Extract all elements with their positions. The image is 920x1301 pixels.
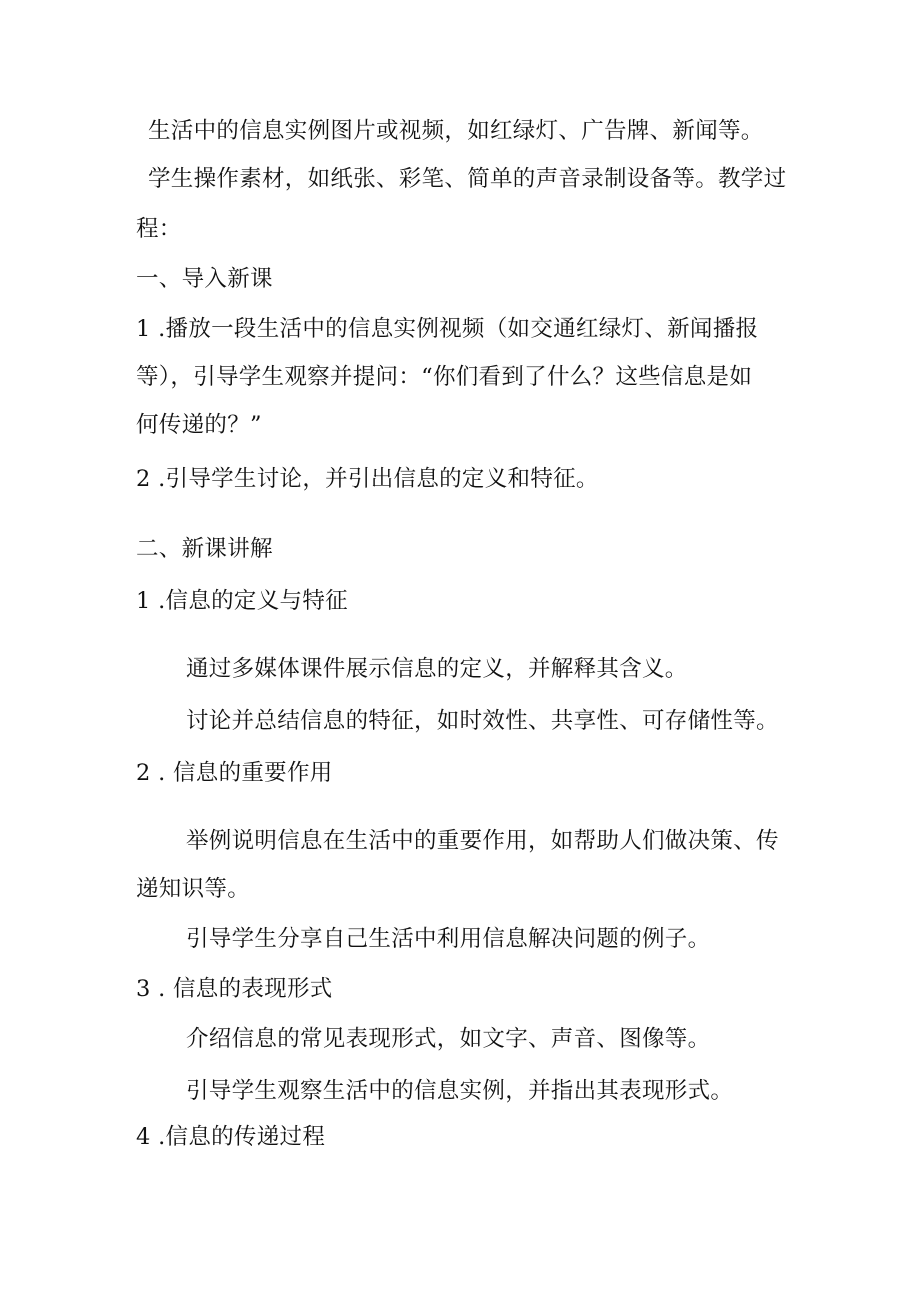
subsection-title-3: 3 . 信息的表现形式	[136, 976, 333, 1002]
materials-line-1: 生活中的信息实例图片或视频，如红绿灯、广告牌、新闻等。	[148, 118, 764, 144]
intro-item-1-line-3: 何传递的？”	[136, 412, 262, 438]
section-heading-new-lesson: 二、新课讲解	[136, 536, 273, 562]
section-heading-intro: 一、导入新课	[136, 266, 273, 292]
subsection-2-paragraph-2: 引导学生分享自己生活中利用信息解决问题的例子。	[186, 926, 711, 952]
subsection-title-4: 4 .信息的传递过程	[136, 1124, 326, 1150]
subsection-title-1: 1 .信息的定义与特征	[136, 588, 348, 614]
intro-item-2: 2 .引导学生讨论，并引出信息的定义和特征。	[136, 466, 599, 492]
subsection-2-paragraph-1-line-2: 递知识等。	[136, 876, 251, 902]
materials-line-2-continued: 程：	[136, 216, 182, 242]
materials-line-2: 学生操作素材，如纸张、彩笔、简单的声音录制设备等。教学过	[148, 166, 787, 192]
subsection-3-paragraph-1: 介绍信息的常见表现形式，如文字、声音、图像等。	[186, 1026, 711, 1052]
intro-item-1-line-2: 等），引导学生观察并提问：“你们看到了什么？这些信息是如	[136, 364, 753, 390]
intro-item-1-line-1: 1 .播放一段生活中的信息实例视频（如交通红绿灯、新闻播报	[136, 316, 759, 342]
subsection-1-paragraph-2: 讨论并总结信息的特征，如时效性、共享性、可存储性等。	[186, 708, 779, 734]
subsection-3-paragraph-2: 引导学生观察生活中的信息实例，并指出其表现形式。	[186, 1078, 734, 1104]
subsection-1-paragraph-1: 通过多媒体课件展示信息的定义，并解释其含义。	[186, 656, 688, 682]
subsection-2-paragraph-1-line-1: 举例说明信息在生活中的重要作用，如帮助人们做决策、传	[186, 828, 779, 854]
subsection-title-2: 2 . 信息的重要作用	[136, 760, 333, 786]
